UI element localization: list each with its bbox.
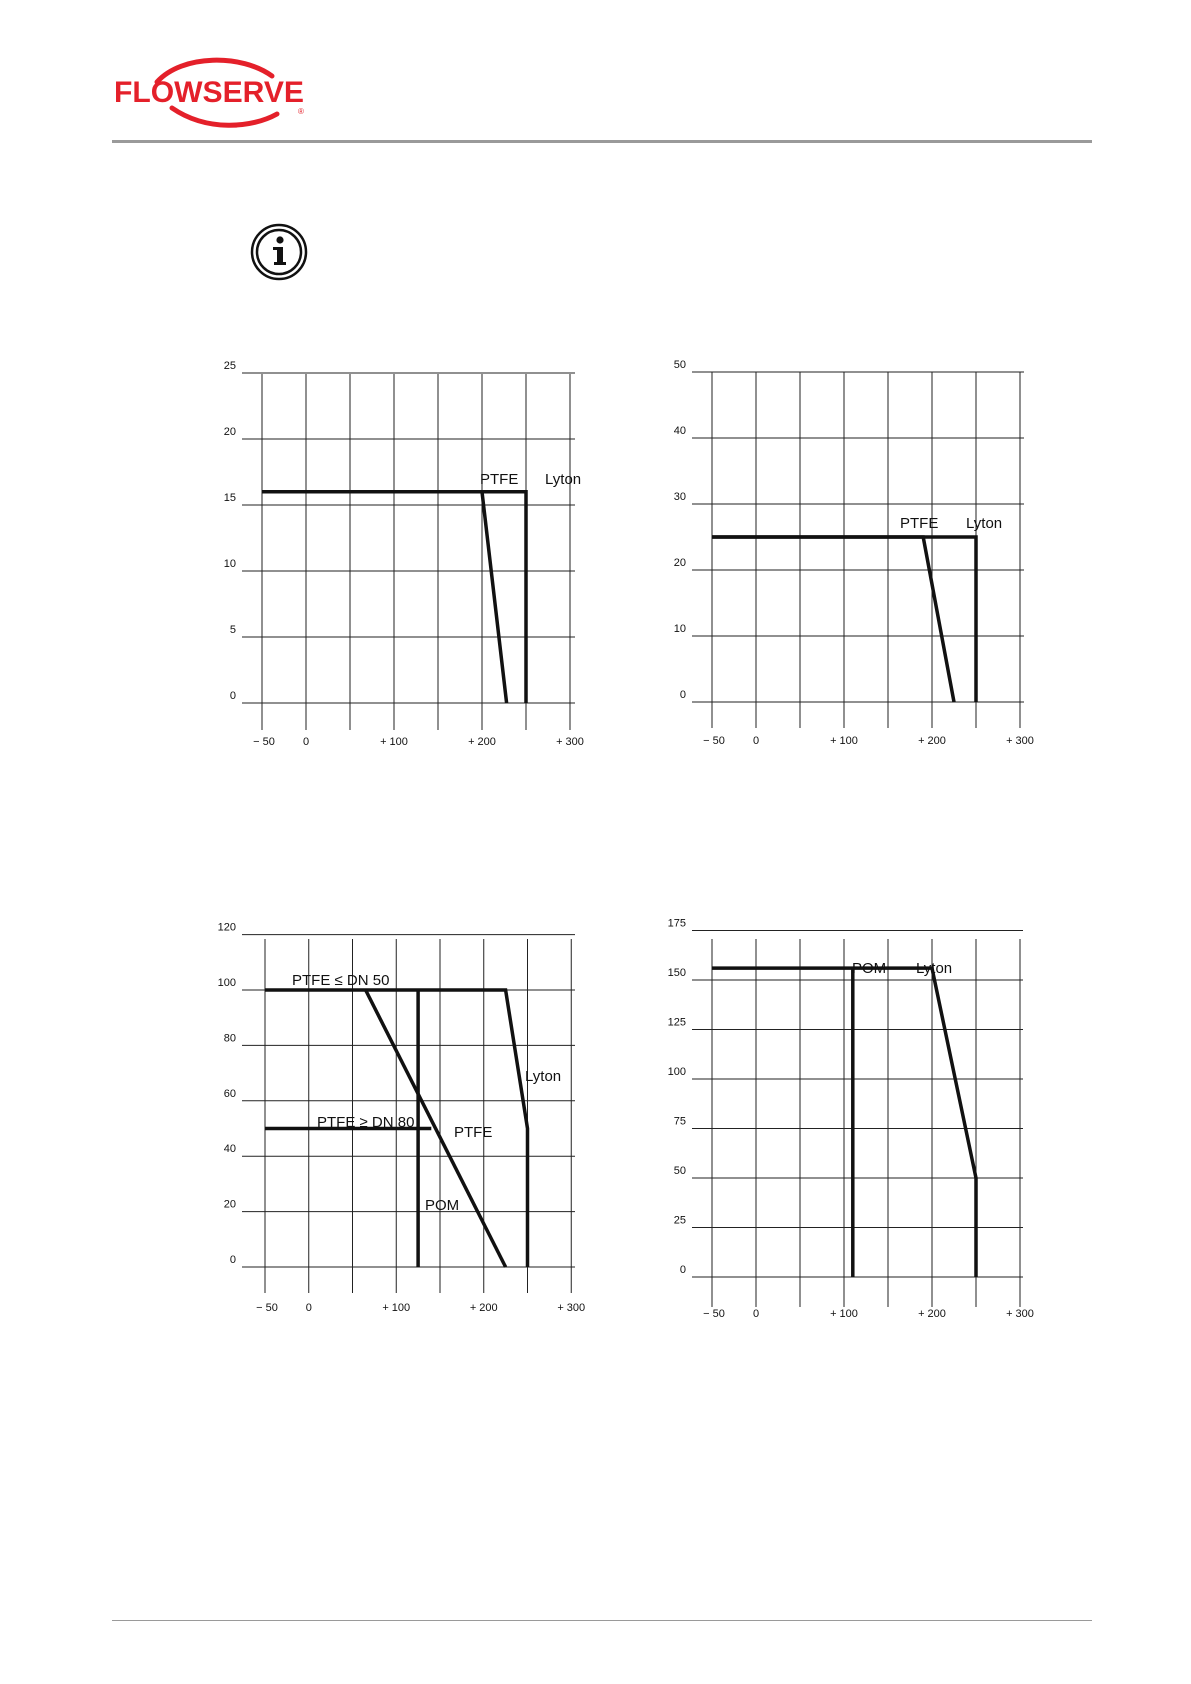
y-tick-label: 175	[667, 917, 686, 930]
grid	[692, 931, 1023, 1308]
grid	[692, 372, 1024, 728]
x-tick-label: + 300	[1006, 1308, 1034, 1320]
x-tick-label: − 50	[256, 1302, 278, 1314]
y-tick-label: 20	[673, 557, 686, 569]
chart-1	[210, 360, 590, 760]
y-tick-label: 100	[667, 1066, 686, 1078]
logo-registered-mark: ®	[298, 107, 304, 116]
series-label: POM	[852, 960, 887, 977]
x-tick-label: 0	[752, 1308, 760, 1320]
y-tick-label: 0	[229, 1254, 236, 1266]
x-tick-label: + 100	[830, 735, 858, 747]
x-tick-label: − 50	[703, 1308, 725, 1320]
y-tick-label: 60	[223, 1087, 236, 1100]
logo-swoosh-bottom	[172, 108, 277, 125]
logo-text: FLOWSERVE	[114, 76, 304, 109]
y-tick-label: 0	[679, 689, 686, 701]
y-tick-label: 150	[667, 967, 686, 979]
series-label: PTFE	[454, 1124, 493, 1141]
y-tick-label: 120	[217, 921, 236, 934]
x-tick-label: + 300	[557, 1302, 586, 1314]
series-label: Lyton	[545, 471, 582, 488]
series-label: PTFE	[480, 471, 519, 488]
y-tick-label: 80	[223, 1032, 236, 1045]
series-label: POM	[425, 1197, 460, 1214]
y-tick-label: 0	[229, 690, 236, 702]
y-tick-label: 30	[673, 491, 686, 503]
x-tick-label: + 200	[468, 736, 496, 748]
x-tick-label: − 50	[253, 736, 275, 748]
chart-4	[660, 917, 1040, 1345]
series-label: Lyton	[916, 960, 953, 977]
y-tick-label: 25	[223, 360, 236, 372]
y-tick-label: 100	[217, 977, 236, 989]
header-divider	[112, 140, 1092, 143]
y-tick-label: 0	[679, 1264, 686, 1276]
x-tick-label: + 200	[918, 735, 946, 747]
y-tick-label: 5	[229, 624, 236, 636]
x-tick-label: 0	[752, 735, 760, 747]
y-tick-label: 125	[667, 1016, 686, 1029]
y-tick-label: 15	[223, 492, 236, 504]
x-tick-label: + 300	[556, 736, 584, 748]
y-tick-label: 40	[223, 1143, 236, 1156]
y-tick-label: 25	[673, 1214, 686, 1227]
series-label: Lyton	[525, 1068, 562, 1085]
x-tick-label: 0	[302, 736, 310, 748]
series-label: PTFE	[900, 515, 939, 532]
y-tick-label: 20	[223, 1198, 236, 1211]
y-tick-label: 50	[673, 1165, 686, 1177]
x-tick-label: + 200	[918, 1308, 946, 1320]
chart-3	[210, 921, 590, 1345]
y-tick-label: 20	[223, 426, 236, 438]
x-tick-label: + 100	[380, 736, 408, 748]
y-tick-label: 75	[673, 1115, 686, 1128]
x-tick-label: + 100	[382, 1302, 411, 1314]
footer-divider	[112, 1620, 1092, 1621]
x-tick-label: − 50	[703, 735, 725, 747]
x-tick-label: 0	[305, 1302, 312, 1314]
y-tick-label: 40	[673, 425, 686, 437]
x-tick-label: + 200	[469, 1302, 498, 1314]
chart-2	[660, 358, 1040, 758]
x-tick-label: + 100	[830, 1308, 858, 1320]
y-tick-label: 10	[673, 623, 686, 635]
series-line	[262, 492, 507, 703]
flowserve-logo	[112, 52, 312, 132]
info-icon	[249, 222, 309, 282]
y-tick-label: 10	[223, 558, 236, 570]
x-tick-label: + 300	[1006, 735, 1034, 747]
series-label: Lyton	[966, 515, 1003, 532]
series-line	[712, 537, 954, 702]
series-label: PTFE ≤ DN 50	[292, 972, 390, 989]
series-label: PTFE ≥ DN 80	[317, 1114, 415, 1131]
y-tick-label: 50	[673, 359, 686, 371]
